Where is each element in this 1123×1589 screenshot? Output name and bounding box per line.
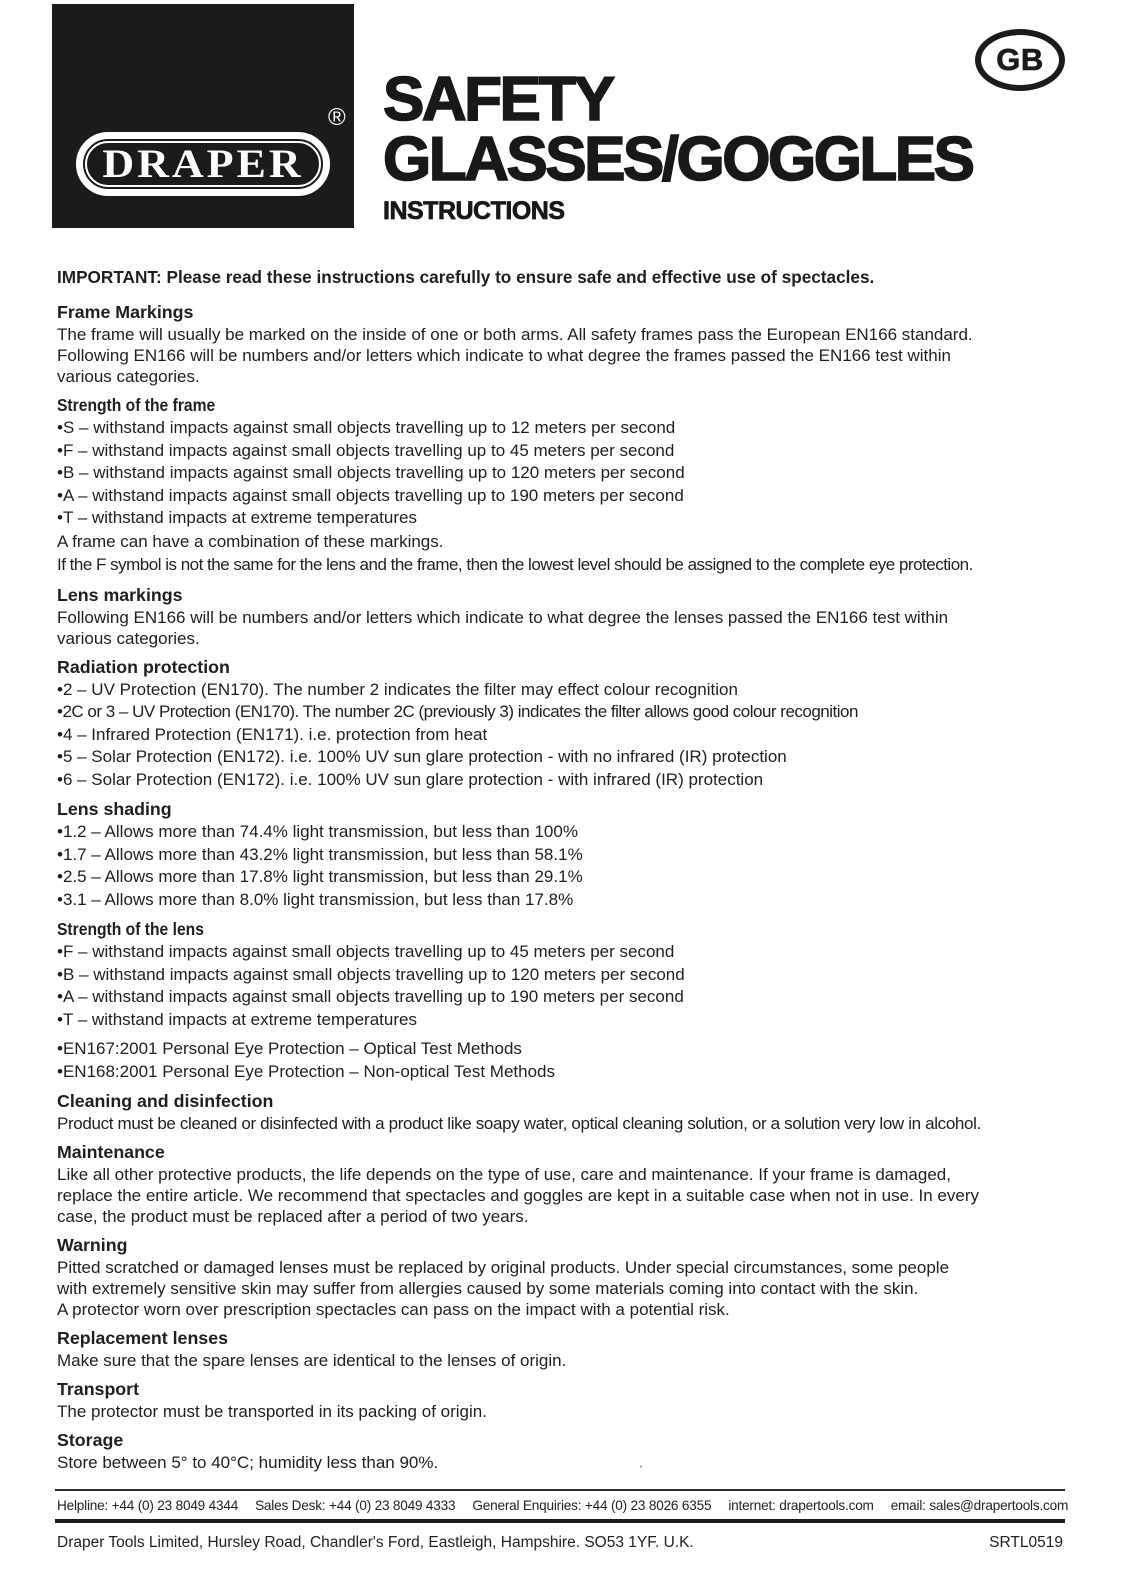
- section-heading: Cleaning and disinfection: [57, 1091, 274, 1111]
- section-heading: Lens shading: [57, 799, 172, 819]
- bullet-list: [57, 821, 1063, 911]
- country-badge-gb: GB: [975, 29, 1065, 91]
- text-line: Store between 5° to 40°C; humidity less than 90%.: [57, 1453, 439, 1472]
- paragraph: [57, 607, 1063, 649]
- text-line: Pitted scratched or damaged lenses must be replaced by original products. Under special circumstances, some people: [57, 1258, 950, 1277]
- section-maintenance: [57, 1141, 1063, 1227]
- page-header: [0, 0, 1123, 240]
- paragraph: [57, 1401, 1063, 1422]
- section-heading: Transport: [57, 1379, 140, 1399]
- bullet-list: [57, 417, 1063, 530]
- text-line: The frame will usually be marked on the inside of one or both arms. All safety frames pass the European EN166 standard.: [57, 325, 973, 344]
- bullet-item: • EN168:2001 Personal Eye Protection – Non-optical Test Methods: [57, 1061, 1063, 1084]
- text-line: The protector must be transported in its packing of origin.: [57, 1402, 487, 1421]
- bullet-item: • A – withstand impacts against small objects travelling up to 190 meters per second: [57, 485, 1063, 508]
- bullet-item: • B – withstand impacts against small objects travelling up to 120 meters per second: [57, 462, 1063, 485]
- registered-trademark-icon: ®: [328, 104, 346, 131]
- paragraph: [57, 1452, 1063, 1473]
- text-line: Following EN166 will be numbers and/or letters which indicate to what degree the lenses passed the EN166 test within: [57, 607, 949, 627]
- internet-address: internet: drapertools.com: [728, 1498, 874, 1513]
- scan-artifact: ': [640, 1464, 643, 1476]
- section-heading: Storage: [57, 1430, 124, 1450]
- bullet-item: • T – withstand impacts at extreme temperatures: [57, 1009, 1063, 1032]
- helpline-number: Helpline: +44 (0) 23 8049 4344: [57, 1498, 239, 1513]
- general-enquiries-number: General Enquiries: +44 (0) 23 8026 6355: [472, 1498, 712, 1513]
- bullet-item: • 1.7 – Allows more than 43.2% light transmission, but less than 58.1%: [57, 844, 1063, 867]
- important-notice: IMPORTANT: Please read these instructions carefully to ensure safe and effective use of spectacles.: [57, 267, 875, 287]
- draper-logo: [76, 132, 330, 196]
- bullet-item: • F – withstand impacts against small objects travelling up to 45 meters per second: [57, 941, 1063, 964]
- paragraph: [57, 1113, 1063, 1134]
- brand-logo-box: [52, 4, 354, 228]
- section-heading: Warning: [57, 1235, 128, 1255]
- section-lens-shading: [57, 798, 1063, 911]
- section-strength-of-the-frame: [57, 394, 1063, 577]
- document-body: [57, 267, 1063, 1473]
- section-heading: Radiation protection: [57, 656, 230, 677]
- section-lens-markings: [57, 584, 1063, 649]
- paragraph: [57, 530, 1063, 577]
- section-heading: Frame Markings: [57, 302, 194, 322]
- bullet-item: • T – withstand impacts at extreme temperatures: [57, 507, 1063, 530]
- email-address: email: sales@drapertools.com: [890, 1498, 1069, 1513]
- paragraph: [57, 324, 1063, 387]
- section-replacement-lenses: [57, 1327, 1063, 1371]
- paragraph: [57, 1164, 1063, 1227]
- text-line: A frame can have a combination of these markings.: [57, 531, 444, 551]
- bullet-item: • S – withstand impacts against small objects travelling up to 12 meters per second: [57, 417, 1063, 440]
- bullet-item: • B – withstand impacts against small objects travelling up to 120 meters per second: [57, 964, 1063, 987]
- bullet-item: • 3.1 – Allows more than 8.0% light transmission, but less than 17.8%: [57, 889, 1063, 912]
- sections-container: [57, 301, 1063, 1473]
- sales-desk-number: Sales Desk: +44 (0) 23 8049 4333: [255, 1498, 456, 1513]
- section-frame-markings: [57, 301, 1063, 387]
- section-heading: Maintenance: [57, 1142, 165, 1162]
- bullet-item: • 2C or 3 – UV Protection (EN170). The number 2C (previously 3) indicates the filter allows good colour recognition: [57, 701, 1063, 724]
- text-line: various categories.: [57, 628, 200, 648]
- section-transport: [57, 1378, 1063, 1422]
- section-storage: [57, 1429, 1063, 1473]
- document-title-line2: GLASSES/GOGGLES: [383, 125, 973, 194]
- bullet-item: • F – withstand impacts against small objects travelling up to 45 meters per second: [57, 440, 1063, 463]
- draper-logo-text: DRAPER: [102, 141, 304, 187]
- section-heading: Replacement lenses: [57, 1328, 228, 1348]
- bullet-item: • A – withstand impacts against small objects travelling up to 190 meters per second: [57, 986, 1063, 1009]
- section-cleaning-and-disinfection: [57, 1090, 1063, 1134]
- text-line: Product must be cleaned or disinfected with a product like soapy water, optical cleaning solution, or a solution very low in alcohol.: [57, 1114, 981, 1133]
- contact-row: [55, 1491, 1069, 1519]
- text-line: If the F symbol is not the same for the lens and the frame, then the lowest level should be assigned to the complete eye protection.: [57, 555, 973, 574]
- document-title-line1: SAFETY: [383, 65, 613, 134]
- bullet-item: • 1.2 – Allows more than 74.4% light transmission, but less than 100%: [57, 821, 1063, 844]
- company-address: Draper Tools Limited, Hursley Road, Chandler's Ford, Eastleigh, Hampshire. SO53 1YF. U.K.: [57, 1534, 694, 1551]
- paragraph: [57, 1257, 1063, 1320]
- title-block: [383, 65, 973, 226]
- text-line: Make sure that the spare lenses are identical to the lenses of origin.: [57, 1351, 567, 1370]
- text-line: Like all other protective products, the life depends on the type of use, care and maintenance. If your frame is damaged,: [57, 1165, 951, 1184]
- text-line: case, the product must be replaced after a period of two years.: [57, 1207, 529, 1226]
- section-strength-of-the-lens: [57, 918, 1063, 1031]
- text-line: replace the entire article. We recommend that spectacles and goggles are kept in a suitable case when not in use. In every: [57, 1186, 979, 1205]
- bullet-item: • 6 – Solar Protection (EN172). i.e. 100% UV sun glare protection - with infrared (IR) protection: [57, 769, 1063, 792]
- text-line: A protector worn over prescription spectacles can pass on the impact with a potential risk.: [57, 1300, 730, 1319]
- section-heading: Lens markings: [57, 584, 183, 605]
- bullet-item: • 2 – UV Protection (EN170). The number 2 indicates the filter may effect colour recognition: [57, 679, 1063, 702]
- bullet-list: [57, 1038, 1063, 1083]
- section-en-standards: [57, 1038, 1063, 1083]
- text-line: various categories.: [57, 367, 200, 386]
- paragraph: [57, 1350, 1063, 1371]
- bullet-item: • 2.5 – Allows more than 17.8% light transmission, but less than 29.1%: [57, 866, 1063, 889]
- section-heading: Strength of the frame: [57, 395, 216, 415]
- text-line: Following EN166 will be numbers and/or letters which indicate to what degree the frames passed the EN166 test within: [57, 346, 951, 365]
- address-row: [55, 1523, 1065, 1552]
- section-radiation-protection: [57, 656, 1063, 792]
- bullet-list: [57, 679, 1063, 792]
- document-subtitle: INSTRUCTIONS: [383, 197, 565, 225]
- bullet-item: • EN167:2001 Personal Eye Protection – Optical Test Methods: [57, 1038, 1063, 1061]
- bullet-item: • 4 – Infrared Protection (EN171). i.e. protection from heat: [57, 724, 1063, 747]
- bullet-item: • 5 – Solar Protection (EN172). i.e. 100% UV sun glare protection - with no infrared (IR) protection: [57, 746, 1063, 769]
- page-footer: [55, 1489, 1069, 1552]
- bullet-list: [57, 941, 1063, 1031]
- section-warning: [57, 1234, 1063, 1320]
- document-code: SRTL0519: [989, 1534, 1063, 1551]
- section-heading: Strength of the lens: [57, 919, 204, 939]
- text-line: with extremely sensitive skin may suffer from allergies caused by some materials coming into contact with the skin.: [57, 1279, 919, 1298]
